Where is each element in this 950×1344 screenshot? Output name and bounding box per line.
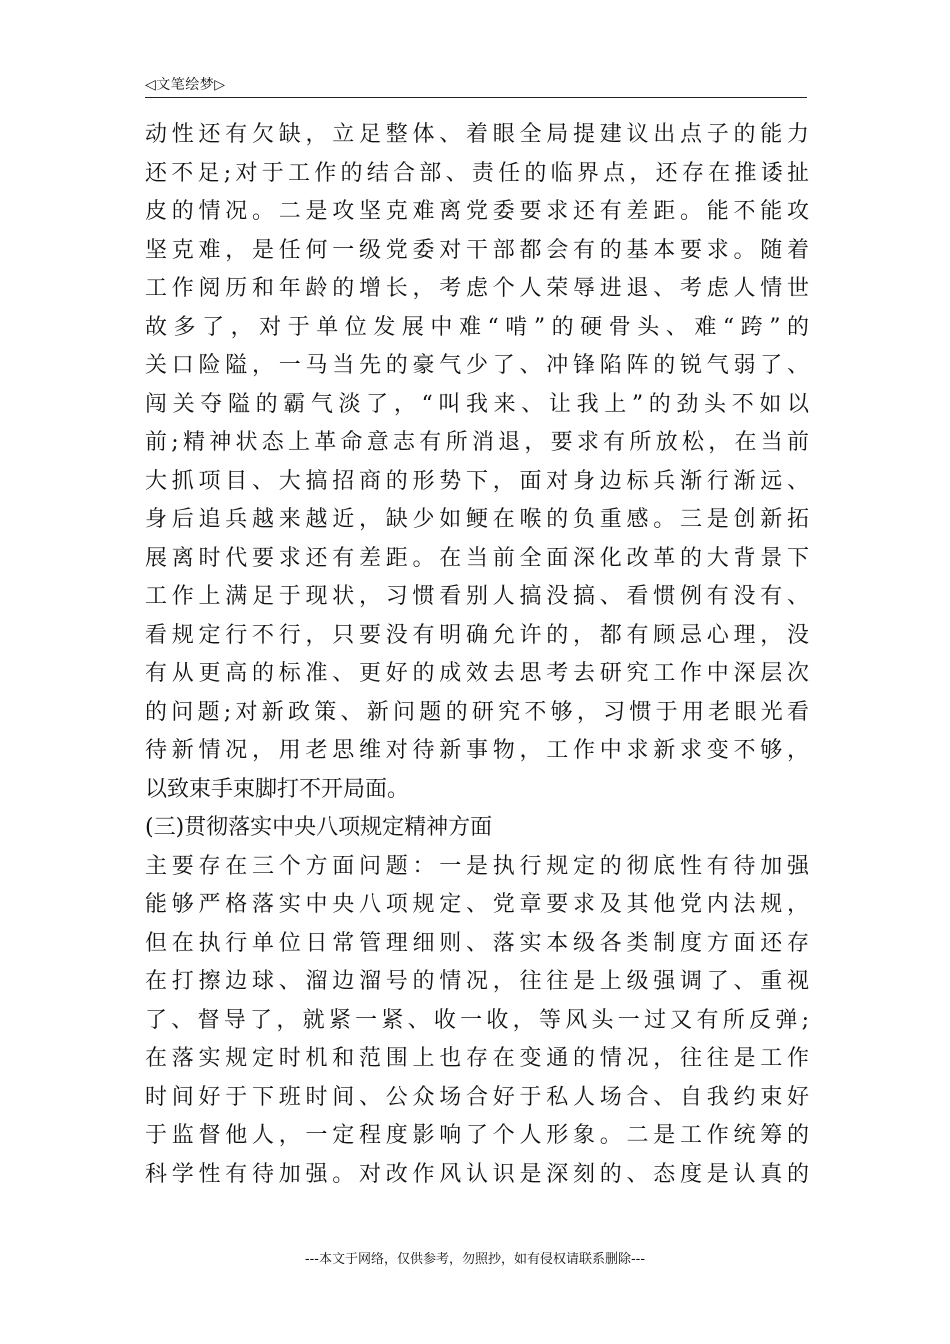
text-line: 工作上满足于现状，习惯看别人搞没搞、看惯例有没有、 bbox=[145, 584, 809, 609]
text-line: 主要存在三个方面问题：一是执行规定的彻底性有待加强 bbox=[145, 853, 809, 879]
text-line: 身后追兵越来越近，缺少如鲠在喉的负重感。三是创新拓 bbox=[145, 507, 809, 532]
text-line: 闯关夺隘的霸气淡了，“叫我来、让我上”的劲头不如以 bbox=[145, 391, 809, 417]
page-footer: ---本文于网络，仅供参考，勿照抄，如有侵权请联系删除--- bbox=[304, 1252, 646, 1267]
text-line: 但在执行单位日常管理细则、落实本级各类制度方面还存 bbox=[145, 930, 809, 956]
text-line: 在落实规定时机和范围上也存在变通的情况，往往是工作 bbox=[145, 1046, 809, 1071]
text-line: 还不足;对于工作的结合部、责任的临界点，还存在推诿扯 bbox=[145, 160, 809, 186]
text-line: 展离时代要求还有差距。在当前全面深化改革的大背景下 bbox=[145, 545, 809, 571]
header-divider bbox=[145, 97, 807, 98]
text-line: 工作阅历和年龄的增长，考虑个人荣辱进退、考虑人情世 bbox=[145, 276, 809, 301]
text-line: 的问题;对新政策、新问题的研究不够，习惯于用老眼光看 bbox=[145, 699, 809, 725]
text-line: 待新情况，用老思维对待新事物，工作中求新求变不够， bbox=[145, 738, 809, 763]
text-line: 有从更高的标准、更好的成效去思考去研究工作中深层次 bbox=[145, 661, 809, 686]
text-line: 关口险隘，一马当先的豪气少了、冲锋陷阵的锐气弱了、 bbox=[145, 353, 809, 378]
text-line: 大抓项目、大搞招商的形势下，面对身边标兵渐行渐远、 bbox=[145, 468, 809, 494]
text-line: 前;精神状态上革命意志有所消退，要求有所放松，在当前 bbox=[145, 430, 809, 455]
text-line: 科学性有待加强。对改作风认识是深刻的、态度是认真的 bbox=[145, 1161, 809, 1187]
text-line: 看规定行不行，只要没有明确允许的，都有顾忌心理，没 bbox=[145, 622, 809, 648]
body-text bbox=[145, 116, 809, 1194]
text-line: 皮的情况。二是攻坚克难离党委要求还有差距。能不能攻 bbox=[145, 199, 809, 224]
text-line: 在打擦边球、溜边溜号的情况，往往是上级强调了、重视 bbox=[145, 969, 809, 994]
text-line: 故多了，对于单位发展中难“啃”的硬骨头、难“跨”的 bbox=[145, 314, 809, 340]
text-line: 以致束手束脚打不开局面。 bbox=[145, 776, 410, 802]
text-line: 动性还有欠缺，立足整体、着眼全局提建议出点子的能力 bbox=[145, 122, 809, 147]
text-line: 了、督导了，就紧一紧、收一收，等风头一过又有所反弹; bbox=[145, 1007, 809, 1033]
text-line: 坚克难，是任何一级党委对干部都会有的基本要求。随着 bbox=[145, 237, 809, 263]
page-header: ◁文笔绘梦▷ bbox=[145, 77, 226, 93]
text-line: 时间好于下班时间、公众场合好于私人场合、自我约束好 bbox=[145, 1084, 809, 1110]
text-line: 于监督他人，一定程度影响了个人形象。二是工作统筹的 bbox=[145, 1123, 809, 1148]
section-heading: (三)贯彻落实中央八项规定精神方面 bbox=[145, 815, 493, 840]
text-line: 能够严格落实中央八项规定、党章要求及其他党内法规， bbox=[145, 892, 809, 917]
